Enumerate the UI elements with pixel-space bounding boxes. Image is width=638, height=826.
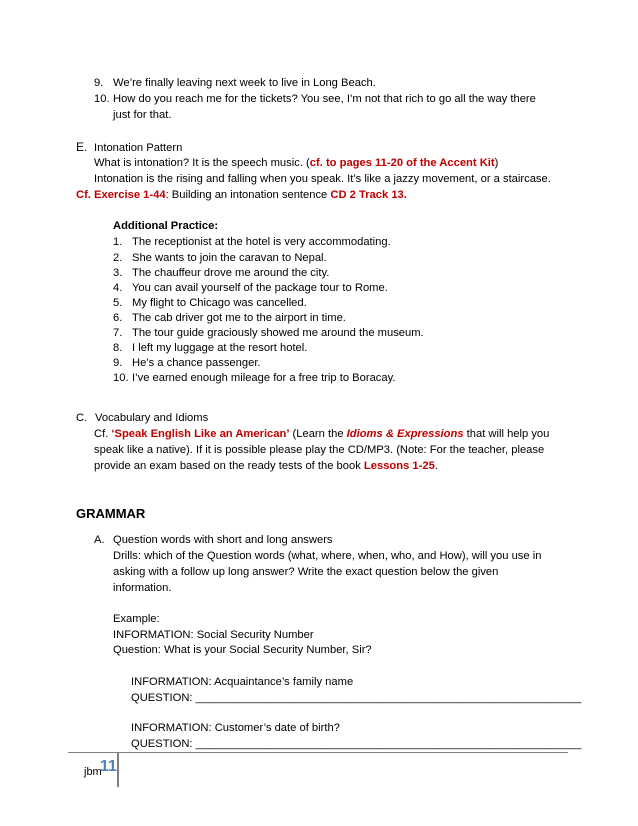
paragraph-line: information.	[113, 582, 172, 594]
paragraph-line: Cf. Exercise 1-44: Building an intonation sentence CD 2 Track 13.	[76, 189, 407, 201]
list-item: 10. I’ve earned enough mileage for a free trip to Boracay.	[113, 372, 396, 384]
list-item: 2. She wants to join the caravan to Nepal.	[113, 252, 327, 264]
list-item: 10. How do you reach me for the tickets? You see, I’m not that rich to go all the way there	[94, 93, 536, 105]
exercise-question-blank[interactable]: QUESTION: ______________________________________________________________	[131, 692, 582, 704]
list-item: 9. We’re finally leaving next week to live in Long Beach.	[94, 77, 376, 89]
list-item: 4. You can avail yourself of the package tour to Rome.	[113, 282, 388, 294]
list-item: 9. He’s a chance passenger.	[113, 357, 261, 369]
example-label: Example:	[113, 613, 160, 625]
paragraph-line: Intonation is the rising and falling when you speak. It’s like a jazzy movement, or a staircase.	[94, 173, 551, 185]
footer-divider	[68, 752, 568, 753]
exercise-information: INFORMATION: Acquaintance’s family name	[131, 676, 354, 688]
list-item: 6. The cab driver got me to the airport in time.	[113, 312, 346, 324]
paragraph-line: asking with a follow up long answer? Write the exact question below the given	[113, 566, 499, 578]
footer-vertical-rule	[117, 753, 119, 787]
exercise-question-blank[interactable]: QUESTION: ______________________________________________________________	[131, 738, 582, 750]
list-item: 5. My flight to Chicago was cancelled.	[113, 297, 307, 309]
grammar-heading: GRAMMAR	[76, 506, 146, 521]
list-item: 3. The chauffeur drove me around the city.	[113, 267, 330, 279]
exercise-information: INFORMATION: Customer’s date of birth?	[131, 722, 340, 734]
list-item-continuation: just for that.	[113, 109, 172, 121]
footer-author: jbm	[84, 766, 102, 778]
paragraph-line: Drills: which of the Question words (what, where, when, who, and How), will you use in	[113, 550, 542, 562]
paragraph-line: Cf. ‘Speak English Like an American’ (Learn the Idioms & Expressions that will help you	[94, 428, 550, 440]
paragraph-line: provide an exam based on the ready tests of the book Lessons 1-25.	[94, 460, 438, 472]
grammar-a-heading: A. Question words with short and long answers	[94, 534, 333, 546]
list-item: 7. The tour guide graciously showed me around the museum.	[113, 327, 424, 339]
example-information: INFORMATION: Social Security Number	[113, 629, 314, 641]
section-c-heading: C. Vocabulary and Idioms	[76, 412, 209, 424]
section-e-heading: E. Intonation Pattern	[76, 140, 183, 154]
additional-practice-heading: Additional Practice:	[113, 220, 219, 232]
paragraph-line: What is intonation? It is the speech music. (cf. to pages 11-20 of the Accent Kit)	[94, 157, 499, 169]
paragraph-line: speak like a native). If it is possible please play the CD/MP3. (Note: For the teacher, please	[94, 444, 545, 456]
page-number: 11	[100, 758, 117, 775]
list-item: 8. I left my luggage at the resort hotel.	[113, 342, 308, 354]
list-item: 1. The receptionist at the hotel is very accommodating.	[113, 236, 391, 248]
example-question: Question: What is your Social Security Number, Sir?	[113, 644, 372, 656]
